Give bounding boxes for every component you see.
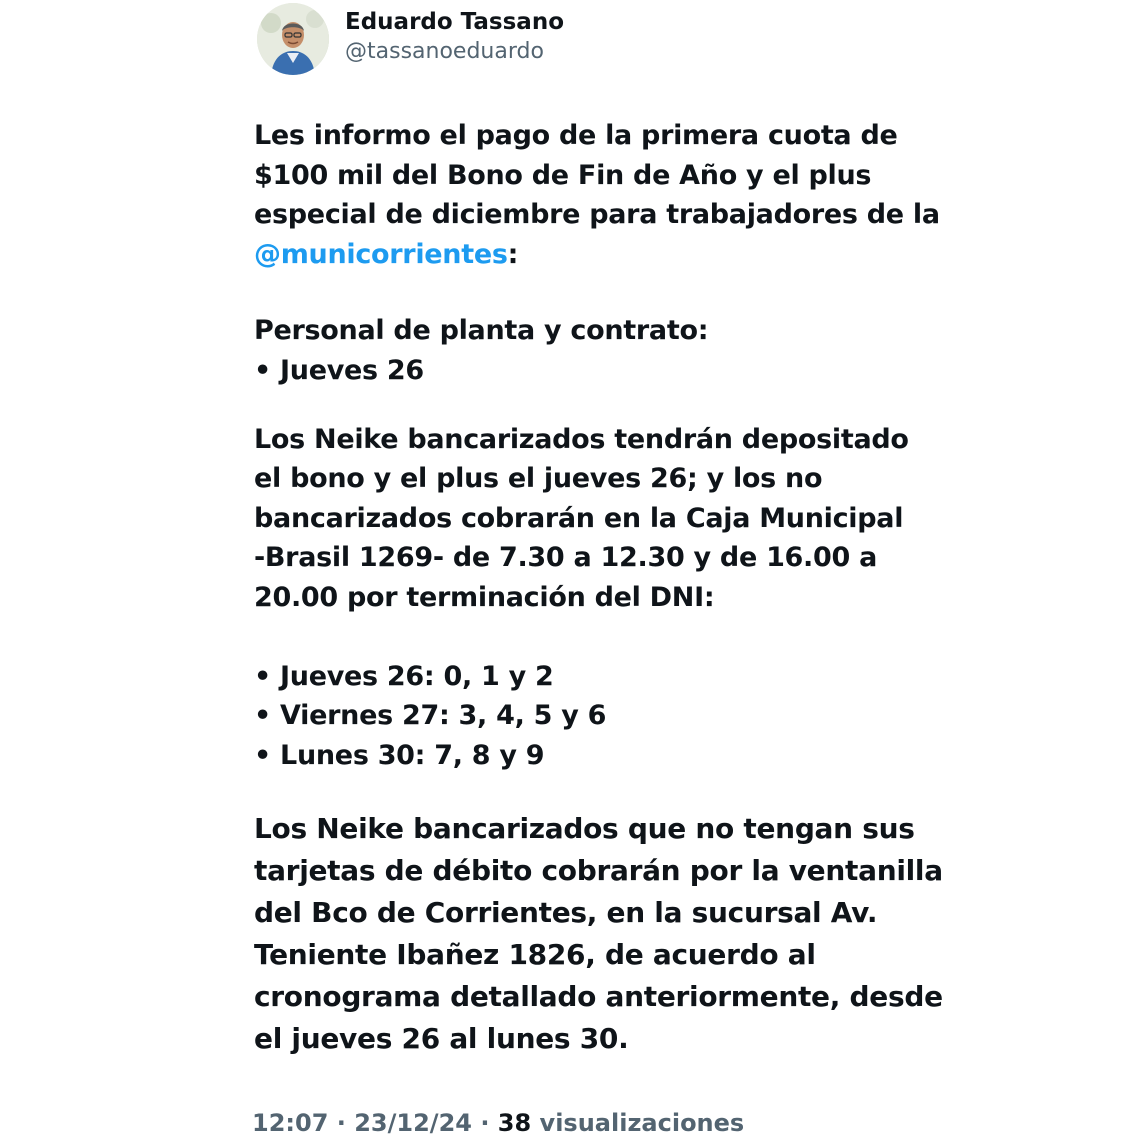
author-handle[interactable]: @tassanoeduardo (345, 39, 544, 64)
tweet-section-bank (254, 808, 943, 1060)
tweet-intro (254, 116, 940, 274)
tweet-line: tarjetas de débito cobrarán por la ventanilla (254, 854, 943, 888)
tweet-date[interactable]: 23/12/24 (354, 1109, 472, 1137)
tweet-line: el bono y el plus el jueves 26; y los no (254, 463, 823, 495)
tweet-line: Les informo el pago de la primera cuota de (254, 120, 898, 151)
section-title: Personal de planta y contrato: (254, 315, 709, 347)
tweet-line: cronograma detallado anteriormente, desde (254, 980, 943, 1014)
meta-separator: · (471, 1109, 498, 1137)
tweet-schedule (254, 657, 934, 776)
tweet-section-staff (254, 311, 934, 390)
author-name[interactable]: Eduardo Tassano (345, 9, 565, 35)
tweet-line: Los Neike bancarizados que no tengan sus (254, 812, 915, 846)
tweet-section-neike (254, 420, 934, 618)
tweet-line: -Brasil 1269- de 7.30 a 12.30 y de 16.00 a (254, 542, 877, 574)
tweet-line: el jueves 26 al lunes 30. (254, 1022, 629, 1056)
tweet-line: 20.00 por terminación del DNI: (254, 581, 715, 613)
author-names (345, 7, 564, 67)
list-item: • Viernes 27: 3, 4, 5 y 6 (254, 700, 607, 732)
mention-suffix: : (507, 238, 519, 270)
meta-separator: · (328, 1109, 355, 1137)
tweet-line: Teniente Ibañez 1826, de acuerdo al (254, 938, 816, 972)
mention-line (254, 235, 934, 275)
tweet-line: $100 mil del Bono de Fin de Año y el plus (254, 159, 872, 191)
views-count: 38 (497, 1109, 532, 1137)
views-label: visualizaciones (531, 1109, 745, 1137)
list-item: • Jueves 26 (254, 354, 424, 386)
tweet-line: Los Neike bancarizados tendrán depositado (254, 423, 909, 455)
list-item: • Lunes 30: 7, 8 y 9 (254, 739, 545, 771)
avatar[interactable] (257, 3, 329, 75)
tweet-line: del Bco de Corrientes, en la sucursal Av. (254, 896, 878, 930)
tweet-text (254, 116, 943, 1060)
tweet-meta (252, 1106, 744, 1140)
tweet-line: bancarizados cobrarán en la Caja Municipal (254, 502, 904, 534)
avatar-photo-icon (257, 3, 329, 75)
tweet-time[interactable]: 12:07 (252, 1109, 329, 1137)
tweet-header (257, 2, 564, 76)
list-item: • Jueves 26: 0, 1 y 2 (254, 660, 554, 692)
mention-link[interactable]: @municorrientes (254, 238, 508, 270)
tweet-line: especial de diciembre para trabajadores de la (254, 199, 940, 231)
